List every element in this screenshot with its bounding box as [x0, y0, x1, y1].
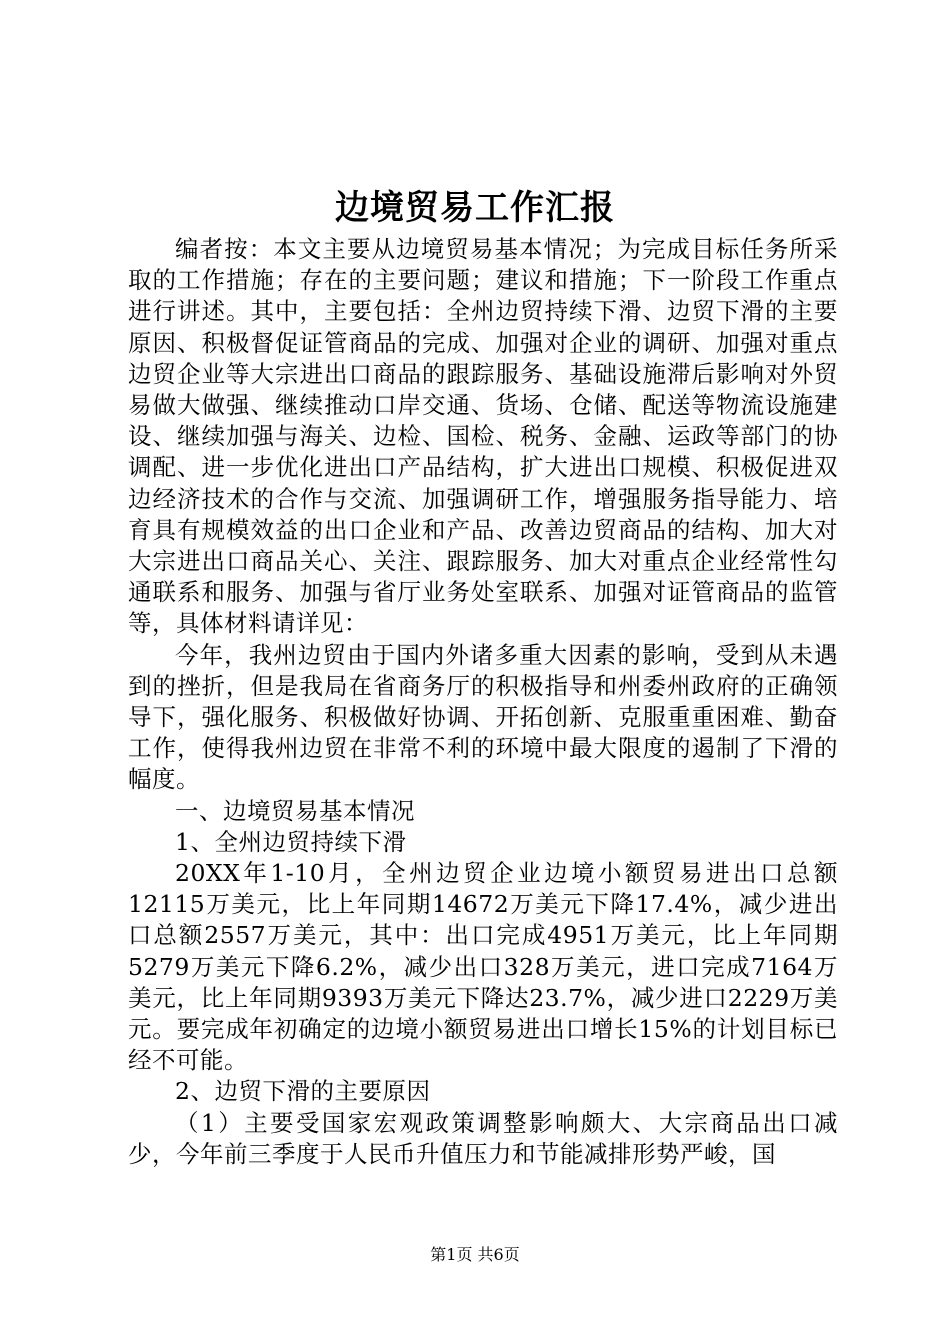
intro-paragraph: 今年，我州边贸由于国内外诸多重大因素的影响，受到从未遇到的挫折，但是我局在省商务厅的积极指导和州委州政府的正确领导下，强化服务、积极做好协调、开拓创新、克服重重困难、勤奋工作，使得我州边贸在非常不利的环境中最大限度的遏制了下滑的幅度。 [128, 640, 838, 794]
document-title: 边境贸易工作汇报 [335, 188, 615, 228]
subsection-heading: 2、边贸下滑的主要原因 [175, 1077, 431, 1106]
subsection-heading: 1、全州边贸持续下滑 [175, 827, 407, 856]
section-heading: 一、边境贸易基本情况 [175, 796, 415, 825]
page-footer: 第1页 共6页 [430, 1245, 520, 1264]
editor-note-paragraph: 编者按：本文主要从边境贸易基本情况；为完成目标任务所采取的工作措施；存在的主要问题；建议和措施；下一阶段工作重点进行讲述。其中，主要包括：全州边贸持续下滑、边贸下滑的主要原因、积极督促证管商品的完成、加强对企业的调研、加强对重点边贸企业等大宗进出口商品的跟踪服务、基础设施滞后影响对外贸易做大做强、继续推动口岸交通、货场、仓储、配送等物流设施建设、继续加强与海关、边检、国检、税务、金融、运政等部门的协调配、进一步优化进出口产品结构，扩大进出口规模、积极促进双边经济技术的合作与交流、加强调研工作，增强服务指导能力、培育具有规模效益的出口企业和产品、改善边贸商品的结构、加大对大宗进出口商品关心、关注、跟踪服务、加大对重点企业经常性勾通联系和服务、加强与省厅业务处室联系、加强对证管商品的监管等，具体材料请详见： [128, 235, 838, 638]
statistics-paragraph: 20XX年1-10月，全州边贸企业边境小额贸易进出口总额12115万美元，比上年同期14672万美元下降17.4%，减少进出口总额2557万美元，其中：出口完成4951万美元，比上年同期5279万美元下降6.2%，减少出口328万美元，进口完成7164万美元，比上年同期9393万美元下降达23.7%，减少进口2229万美元。要完成年初确定的边境小额贸易进出口增长15%的计划目标已经不可能。 [128, 859, 838, 1075]
document-body [128, 234, 838, 1170]
reason-paragraph: （1）主要受国家宏观政策调整影响颇大、大宗商品出口减少，今年前三季度于人民币升值压力和节能减排形势严峻，国 [128, 1108, 838, 1168]
